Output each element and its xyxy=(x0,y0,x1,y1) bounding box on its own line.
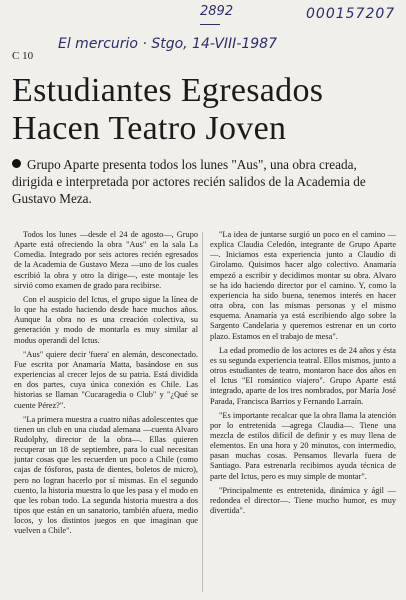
right-paragraph: "Es importante recalcar que la obra llama la atención por lo entretenida —agrega Claudia—. Tiene una mezcla de estilos difícil de definir y es muy llena de elementos. En una hora y 20 minutos, con intermedio, pasan muchas cosas. Pensamos llevarla fuera de Santiago. Para estrenarla recibimos ayuda técnica de parte del Ictus, pero es muy simple de montar". xyxy=(210,410,396,481)
left-paragraph: Todos los lunes —desde el 24 de agosto—, Grupo Aparte está ofreciendo la obra "Aus" en la sala La Comedia. Integrado por seis actores recién egresados de la Academia de Gustavo Meza —uno de los cuales escribió la obra y otro la dirige—, este montaje les sirvió como examen de grado para recibirse. xyxy=(14,230,198,290)
left-column xyxy=(14,230,198,596)
handwritten-source-note: El mercurio · Stgo, 14-VIII-1987 xyxy=(58,36,277,52)
page-number: C 10 xyxy=(12,50,34,62)
article-lead xyxy=(12,156,394,207)
headline-line-1: Estudiantes Egresados xyxy=(12,72,324,109)
left-paragraph: Con el auspicio del Ictus, el grupo sigue la línea de lo que ha estado haciendo desde hace muchos años. Aunque la obra no es una creación colectiva, su generación y modo de montarla es muy similar al modus operandi del Ictus. xyxy=(14,294,198,345)
column-divider xyxy=(202,232,203,592)
bullet-icon xyxy=(12,159,21,168)
handwritten-clip-id: 000157207 xyxy=(306,6,396,22)
headline-line-2: Hacen Teatro Joven xyxy=(12,110,287,147)
right-paragraph: "Principalmente es entretenida, dinámica y ágil —redondea el director—. Tiene mucho humor, es muy divertida". xyxy=(210,485,396,516)
right-paragraph: La edad promedio de los actores es de 24 años y ésta es su segunda experiencia teatral. Ellos mismos, junto a otros estudiantes de teatro, montaron hace dos años en el Ictus "El romántico viajero". Grupo Aparte está integrado, aparte de los tres nombrados, por María José Parada, Francisca Barrios y Fernando Larraín. xyxy=(210,345,396,406)
lead-text: Grupo Aparte presenta todos los lunes "Aus", una obra creada, dirigida e interpretada por actores recién salidos de la Academia de Gustavo Meza. xyxy=(12,157,366,206)
right-paragraph: "La idea de juntarse surgió un poco en el camino —explica Claudia Celedón, integrante de Grupo Aparte—. Iniciamos esta experiencia junto a Claudio di Girolamo. Quisimos hacer algo colectivo. Anamaría empezó a escribir y decidimos montar su obra. Alvaro se ha ido haciendo director por el camino. Y, como la experiencia ha sido buena, tenemos interés en hacer otra obra, con las mismas personas y el mismo esquema. Anamaría ya está escribiendo algo sobre la Sargento Candelaria y queremos estrenar en un corto plazo. Estamos en el trabajo de mesa". xyxy=(210,230,396,341)
handwritten-catalog-number: 2892 xyxy=(200,4,234,19)
right-column xyxy=(210,230,396,596)
left-paragraph: "Aus" quiere decir 'fuera' en alemán, desconectado. Fue escrita por Anamaría Matta, basándose en sus experiencias al crecer lejos de su patria. Está dividida en dos partes, cuya única conexión es Chile. Las historias se llaman "Cucaragedia o Club" y "¿Qué se cuente Pérez?". xyxy=(14,349,198,410)
left-paragraph: "La primera muestra a cuatro niñas adolescentes que tienen un club en una ciudad alemana —cuenta Alvaro Rudolphy, director de la obra—. Ellas quieren recuperar un 18 de septiembre, para lo cual necesitan juntar cosas que les recuerden un poco a Chile (como cajas de fósforos, pasta de dientes, boletos de micro), pero no logran hacerlo por sí mismas. En el segundo cuento, la historia muestra lo que les pasa y el modo en que les roban todo. La segunda historia muestra a dos tipos que están en un sanatorio, también afuera, medio locos, y los distintos juegos en que imaginan que vuelven a Chile". xyxy=(14,414,198,536)
article-headline xyxy=(12,72,402,148)
catalog-number-underline xyxy=(200,24,220,25)
